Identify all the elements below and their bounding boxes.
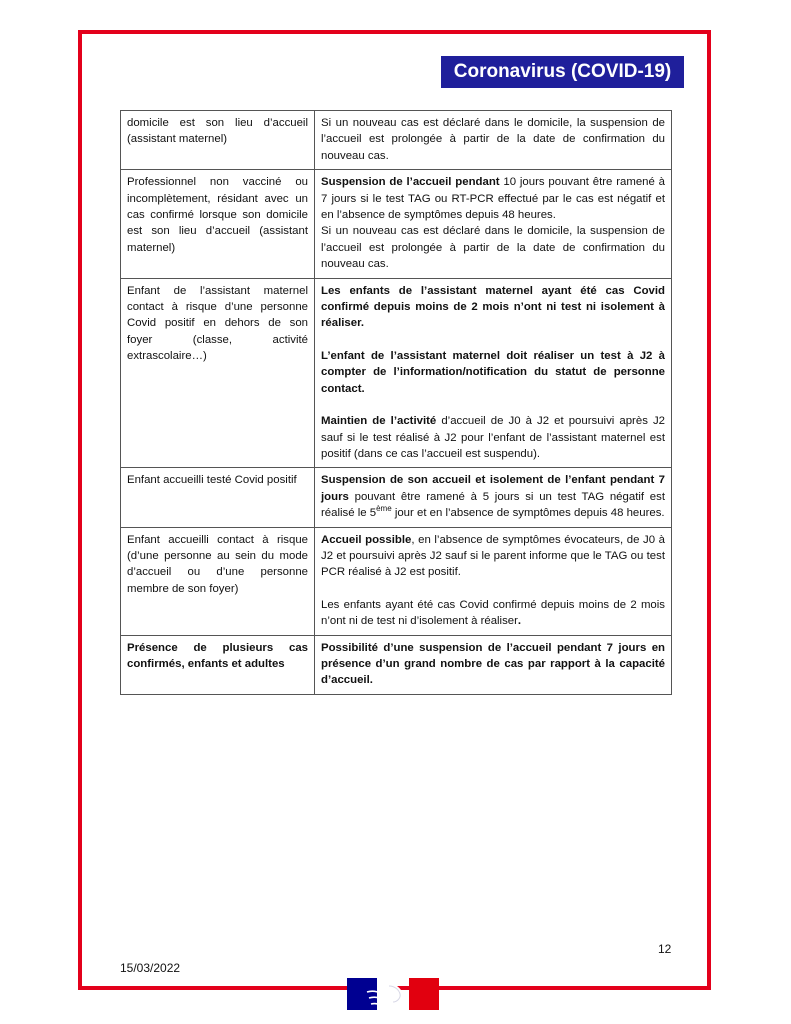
paragraph-gap (321, 332, 665, 348)
measure-paragraph (321, 174, 665, 223)
paragraph-gap (321, 581, 665, 597)
situation-cell: Présence de plusieurs cas confirmés, enfants et adultes (121, 635, 315, 694)
text-run: Si un nouveau cas est déclaré dans le domicile, la suspension de l’accueil est prolongée à partir de la date de confirmation du nouveau cas. (321, 117, 665, 162)
covid-banner: Coronavirus (COVID-19) (441, 56, 684, 88)
measure-cell (315, 170, 672, 278)
measure-paragraph (321, 223, 665, 272)
measure-paragraph (321, 472, 665, 521)
situation-cell: Enfant accueilli testé Covid positif (121, 468, 315, 527)
marianne-logo-icon (345, 978, 441, 1010)
bold-text: Possibilité d’une suspension de l’accueil pendant 7 jours en présence d’un grand nombre de cas par rapport à la capacité d’accueil. (321, 641, 665, 687)
measure-paragraph (321, 348, 665, 397)
measure-cell (315, 527, 672, 635)
text-run: pouvant être ramené à 5 jours si un test TAG négatif est réalisé le 5 (321, 490, 665, 520)
measure-cell (315, 111, 672, 170)
text-run: , en l’absence de symptômes évocateurs, de J0 à J2 et poursuivi après J2 sauf si le parent informe que le TAG ou test PCR réalisé à J2 est positif. (321, 533, 665, 579)
text-run: 10 jours pouvant être ramené à 7 jours si le test TAG ou RT-PCR effectué par le cas est négatif et en l’absence de symptômes depuis 48 heures. (321, 176, 665, 222)
situation-cell: Enfant de l’assistant maternel contact à risque d’une personne Covid positif en dehors de son foyer (classe, activité extrascolaire…) (121, 278, 315, 468)
text-run: Les enfants ayant été cas Covid confirmé depuis moins de 2 mois n’ont ni de test ni d’isolement à réaliser (321, 598, 665, 628)
page-number: 12 (658, 942, 672, 956)
bold-text: L’enfant de l’assistant maternel doit réaliser un test à J2 à compter de l’information/notification du statut de personne contact. (321, 349, 665, 395)
situation-cell: domicile est son lieu d’accueil (assistant maternel) (121, 111, 315, 170)
table-row (121, 468, 672, 527)
table-row (121, 527, 672, 635)
bold-text: Suspension de l’accueil pendant (321, 176, 500, 189)
table-row (121, 278, 672, 468)
bold-text: Suspension de son accueil et isolement de l’enfant pendant 7 jours (321, 474, 665, 503)
measure-cell (315, 278, 672, 468)
rules-table (120, 110, 672, 695)
bold-text: Les enfants de l’assistant maternel ayant été cas Covid confirmé depuis moins de 2 mois n’ont ni test ni isolement à réaliser. (321, 284, 665, 330)
measure-paragraph (321, 413, 665, 462)
situation-cell: Professionnel non vacciné ou incomplètement, résidant avec un cas confirmé lorsque son domicile est son lieu d’accueil (assistant maternel) (121, 170, 315, 278)
bold-text: Maintien de l’activité (321, 415, 437, 428)
text-run: jour et en l’absence de symptômes depuis 48 heures. (391, 507, 665, 520)
measure-paragraph (321, 283, 665, 332)
situation-cell: Enfant accueilli contact à risque (d’une personne au sein du mode d’accueil ou d’une personne membre de son foyer) (121, 527, 315, 635)
table-row (121, 635, 672, 694)
measure-cell (315, 635, 672, 694)
measure-paragraph (321, 640, 665, 689)
text-run: ème (376, 504, 392, 514)
table-row (121, 111, 672, 170)
footer-date: 15/03/2022 (120, 961, 181, 975)
measure-paragraph (321, 597, 665, 630)
bold-text: . (517, 615, 522, 628)
rules-table-body (121, 111, 672, 695)
paragraph-gap (321, 397, 665, 413)
table-row (121, 170, 672, 278)
text-run: Si un nouveau cas est déclaré dans le domicile, la suspension de l’accueil est prolongée à partir de la date de confirmation du nouveau cas. (321, 225, 665, 271)
text-run: d’accueil de J0 à J2 et poursuivi après J2 sauf si le test réalisé à J2 pour l’enfant de l’assistant maternel est positif (dans ce cas l’accueil est suspendu). (321, 415, 665, 460)
bold-text: Accueil possible (321, 533, 412, 546)
measure-cell (315, 468, 672, 527)
measure-paragraph (321, 115, 665, 164)
measure-paragraph (321, 532, 665, 581)
